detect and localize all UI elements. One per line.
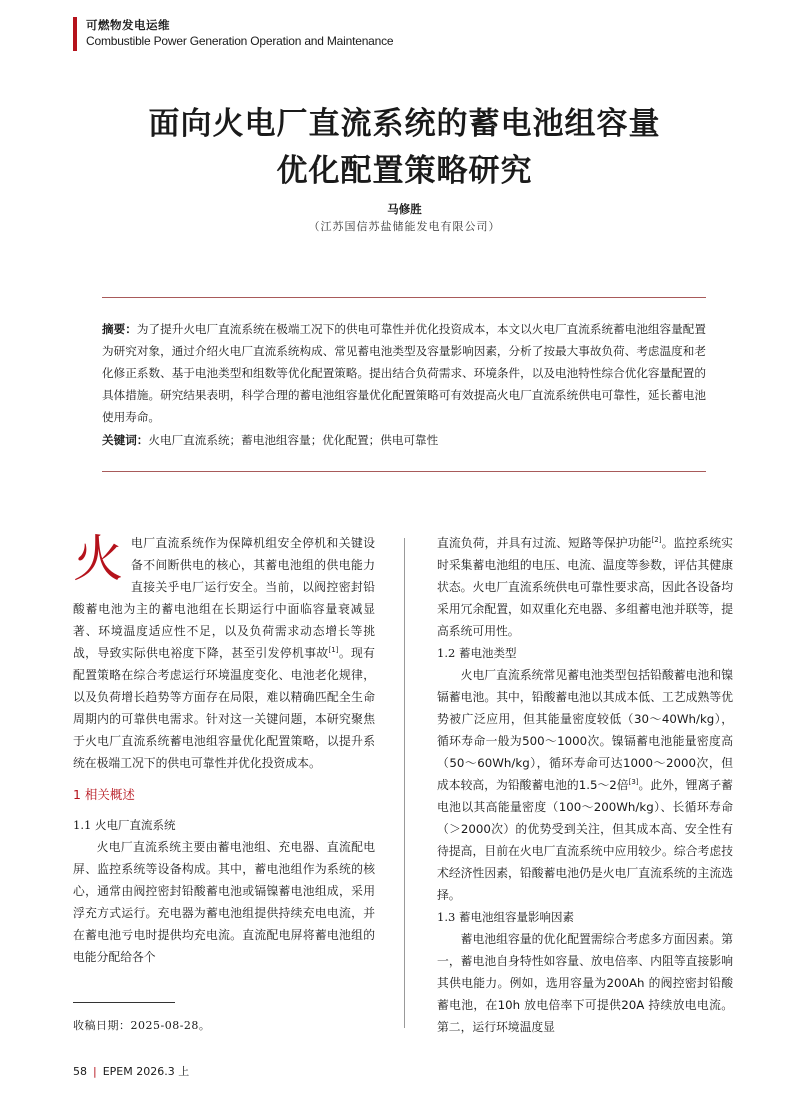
subsection-heading-1-2: 1.2 蓄电池类型 — [437, 646, 517, 660]
citation-ref: [1] — [328, 646, 339, 655]
author: 马修胜 — [387, 202, 422, 216]
abstract-text: 为了提升火电厂直流系统在极端工况下的供电可靠性并优化投资成本，本文以火电厂直流系统蓄电池组容量配置为研究对象，通过介绍火电厂直流系统构成、常见蓄电池类型及容量影响因素，分析了按最大事故负荷、考虑温度和老化修正系数、基于电池类型和组数等优化配置策略。提出结合负荷需求、环境条件，以及电池特性综合优化容量配置的具体措施。研究结果表明，科学合理的蓄电池组容量优化配置策略可有效提高火电厂直流系统供电可靠性，延长蓄电池使用寿命。 — [102, 322, 706, 424]
abstract — [102, 318, 706, 428]
subsection-heading-1-3: 1.3 蓄电池组容量影响因素 — [437, 910, 574, 924]
intro-paragraph — [73, 532, 375, 774]
body-column-right — [437, 532, 733, 1038]
page-number: 58 — [73, 1065, 87, 1078]
para-text: 直流负荷，并具有过流、短路等保护功能 — [437, 536, 652, 550]
page-footer — [73, 1063, 189, 1079]
column-title-en: Combustible Power Generation Operation and Maintenance — [86, 34, 394, 48]
abstract-label: 摘要： — [102, 322, 137, 336]
paragraph-1-1: 火电厂直流系统主要由蓄电池组、充电器、直流配电屏、监控系统等设备构成。其中，蓄电池组作为系统的核心，通常由阀控密封铅酸蓄电池或镉镍蓄电池组成，采用浮充方式运行。充电器为蓄电池组提供持续充电电流，并在蓄电池亏电时提供均充电流。直流配电屏将蓄电池组的电能分配给各个 — [73, 840, 375, 964]
column-title-cn: 可燃物发电运维 — [86, 18, 170, 32]
intro-text: 电厂直流系统作为保障机组安全停机和关键设备不间断供电的核心，其蓄电池组的供电能力直接关乎电厂运行安全。当前，以阀控密封铅酸蓄电池为主的蓄电池组在长期运行中面临容量衰减显著、环境温度适应性不足，以及负荷需求动态增长等挑战，导致实际供电裕度下降，甚至引发停机事故 — [73, 536, 375, 660]
keywords — [102, 429, 706, 451]
received-date-footnote: 收稿日期：2025-08-28。 — [73, 1019, 211, 1032]
paragraph-1-2 — [437, 664, 733, 906]
keywords-text: 火电厂直流系统；蓄电池组容量；优化配置；供电可靠性 — [148, 433, 439, 447]
footnote-rule — [73, 1002, 175, 1003]
footer-separator: | — [93, 1065, 97, 1078]
paragraph-1-1-cont — [437, 532, 733, 642]
citation-ref: [2] — [651, 536, 662, 545]
body-column-left — [73, 532, 375, 968]
paragraph-1-3: 蓄电池组容量的优化配置需综合考虑多方面因素。第一，蓄电池自身特性如容量、放电倍率、内阻等直接影响其供电能力。例如，选用容量为200Ah 的阀控密封铅酸蓄电池，在10h 放电倍率下可提供20A 持续放电电流。第二，运行环境温度显 — [437, 932, 733, 1034]
para-text: 火电厂直流系统常见蓄电池类型包括铅酸蓄电池和镍镉蓄电池。其中，铅酸蓄电池以其成本低、工艺成熟等优势被广泛应用，但其能量密度较低（30～40Wh/kg），循环寿命一般为500～1000次。镍镉蓄电池能量密度高（50～60Wh/kg），循环寿命可达1000～2000次，但成本较高，为铅酸蓄电池的1.5～2倍 — [437, 668, 733, 792]
drop-cap: 火 — [73, 530, 123, 588]
column-divider — [404, 538, 405, 1028]
para-text-2: 。此外，锂离子蓄电池以其高能量密度（100～200Wh/kg）、长循环寿命（＞2000次）的优势受到关注，但其成本高、安全性有待提高，目前在火电厂直流系统中应用较少。综合考虑技术经济性因素，铅酸蓄电池仍是火电厂直流系统的主流选择。 — [437, 778, 733, 902]
subsection-heading-1-1: 1.1 火电厂直流系统 — [73, 818, 176, 832]
para-text-2: 。监控系统实时采集蓄电池组的电压、电流、温度等参数，评估其健康状态。火电厂直流系统供电可靠性要求高，因此各设备均采用冗余配置，如双重化充电器、多组蓄电池并联等，提高系统可用性。 — [437, 536, 733, 638]
abstract-top-rule — [102, 297, 706, 298]
article-title-line1: 面向火电厂直流系统的蓄电池组容量 — [148, 106, 661, 142]
citation-ref: [3] — [628, 778, 639, 787]
affiliation: （江苏国信苏盐储能发电有限公司） — [308, 220, 501, 233]
header-accent-bar — [73, 17, 77, 51]
journal-issue: EPEM 2026.3 上 — [102, 1065, 190, 1078]
abstract-bottom-rule — [102, 471, 706, 472]
article-title-line2: 优化配置策略研究 — [276, 153, 533, 189]
section-heading-1: 1 相关概述 — [73, 787, 135, 802]
keywords-label: 关键词： — [102, 433, 149, 447]
intro-text-2: 。现有配置策略在综合考虑运行环境温度变化、电池老化规律，以及负荷增长趋势等方面存在局限，难以精确匹配全生命周期内的可靠供电需求。针对这一关键问题，本研究聚焦于火电厂直流系统蓄电池组容量优化配置策略，以提升系统在极端工况下的供电可靠性并优化投资成本。 — [73, 646, 375, 770]
